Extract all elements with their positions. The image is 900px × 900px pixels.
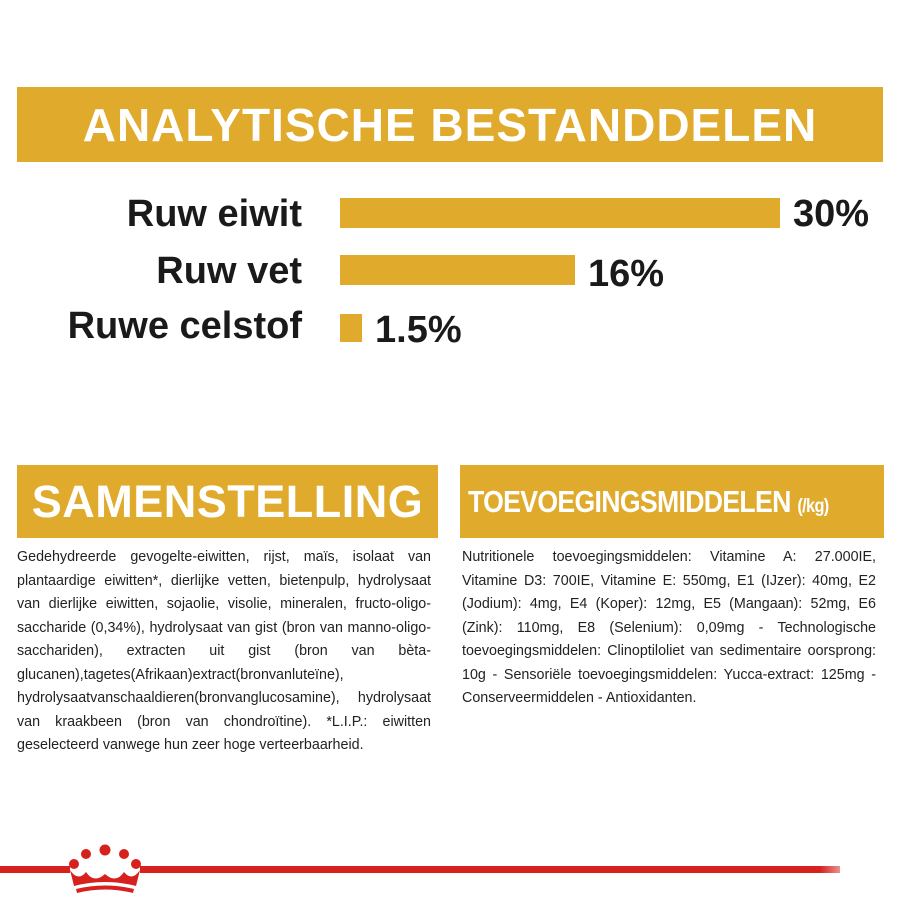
additives-unit: (/kg) [797, 495, 829, 517]
footer-line-left [0, 866, 70, 873]
composition-title: SAMENSTELLING [31, 475, 424, 527]
analysis-title: ANALYTISCHE BESTANDDELEN [82, 98, 818, 151]
analysis-header [17, 87, 883, 162]
nutrient-value-fiber: 1.5% [375, 309, 462, 351]
nutrient-label-fiber: Ruwe celstof [67, 305, 302, 347]
crown-logo-icon [64, 842, 146, 894]
composition-text: Gedehydreerde gevogelte-eiwitten, rijst, maïs, isolaat van plantaardige eiwitten*, dierlijke vetten, bietenpulp, hydrolysaat van dierlijke eiwitten, sojaolie, visolie, mineralen, fructo-oligo-saccharide (0,34%), hydrolysaat van gist (bron van manno-oligo-sacchariden), extracten uit gist (bron van bèta-glucanen),tagetes(Afrikaan)extract(bronvanluteïne), hydrolysaatvanschaaldieren(bronvanglucosamine), hydrolysaat van kraakbeen (bron van chondroïtine). *L.I.P.: eiwitten geselecteerd vanwege hun zeer hoge verteerbaarheid. [17, 549, 431, 753]
nutrient-bar-protein [340, 198, 780, 228]
nutrient-bar-fat [340, 255, 575, 285]
nutrient-bar-fiber [340, 314, 362, 342]
nutrient-value-fat: 16% [588, 253, 665, 295]
nutrient-label-fat: Ruw vet [156, 250, 302, 292]
footer-line-fade [820, 864, 860, 875]
additives-title [468, 484, 828, 520]
composition-header [17, 465, 438, 538]
additives-header [460, 465, 884, 538]
footer-line-right [140, 866, 840, 873]
nutrient-label-protein: Ruw eiwit [126, 193, 302, 235]
additives-text: Nutritionele toevoegingsmiddelen: Vitamine A: 27.000IE, Vitamine D3: 700IE, Vitamine E: 550mg, E1 (IJzer): 40mg, E2 (Jodium): 4mg, E4 (Koper): 12mg, E5 (Mangaan): 52mg, E6 (Zink): 110mg, E8 (Selenium): 0,09mg - Technologische toevoegingsmiddelen: Clinoptiloliet van sedimentaire oorsprong: 10g - Sensoriële toevoegingsmiddelen: Yucca-extract: 125mg - Conserveermiddelen - Antioxidanten. [462, 549, 876, 706]
nutrient-value-protein: 30% [793, 193, 870, 235]
additives-title-text: TOEVOEGINGSMIDDELEN [468, 483, 791, 519]
